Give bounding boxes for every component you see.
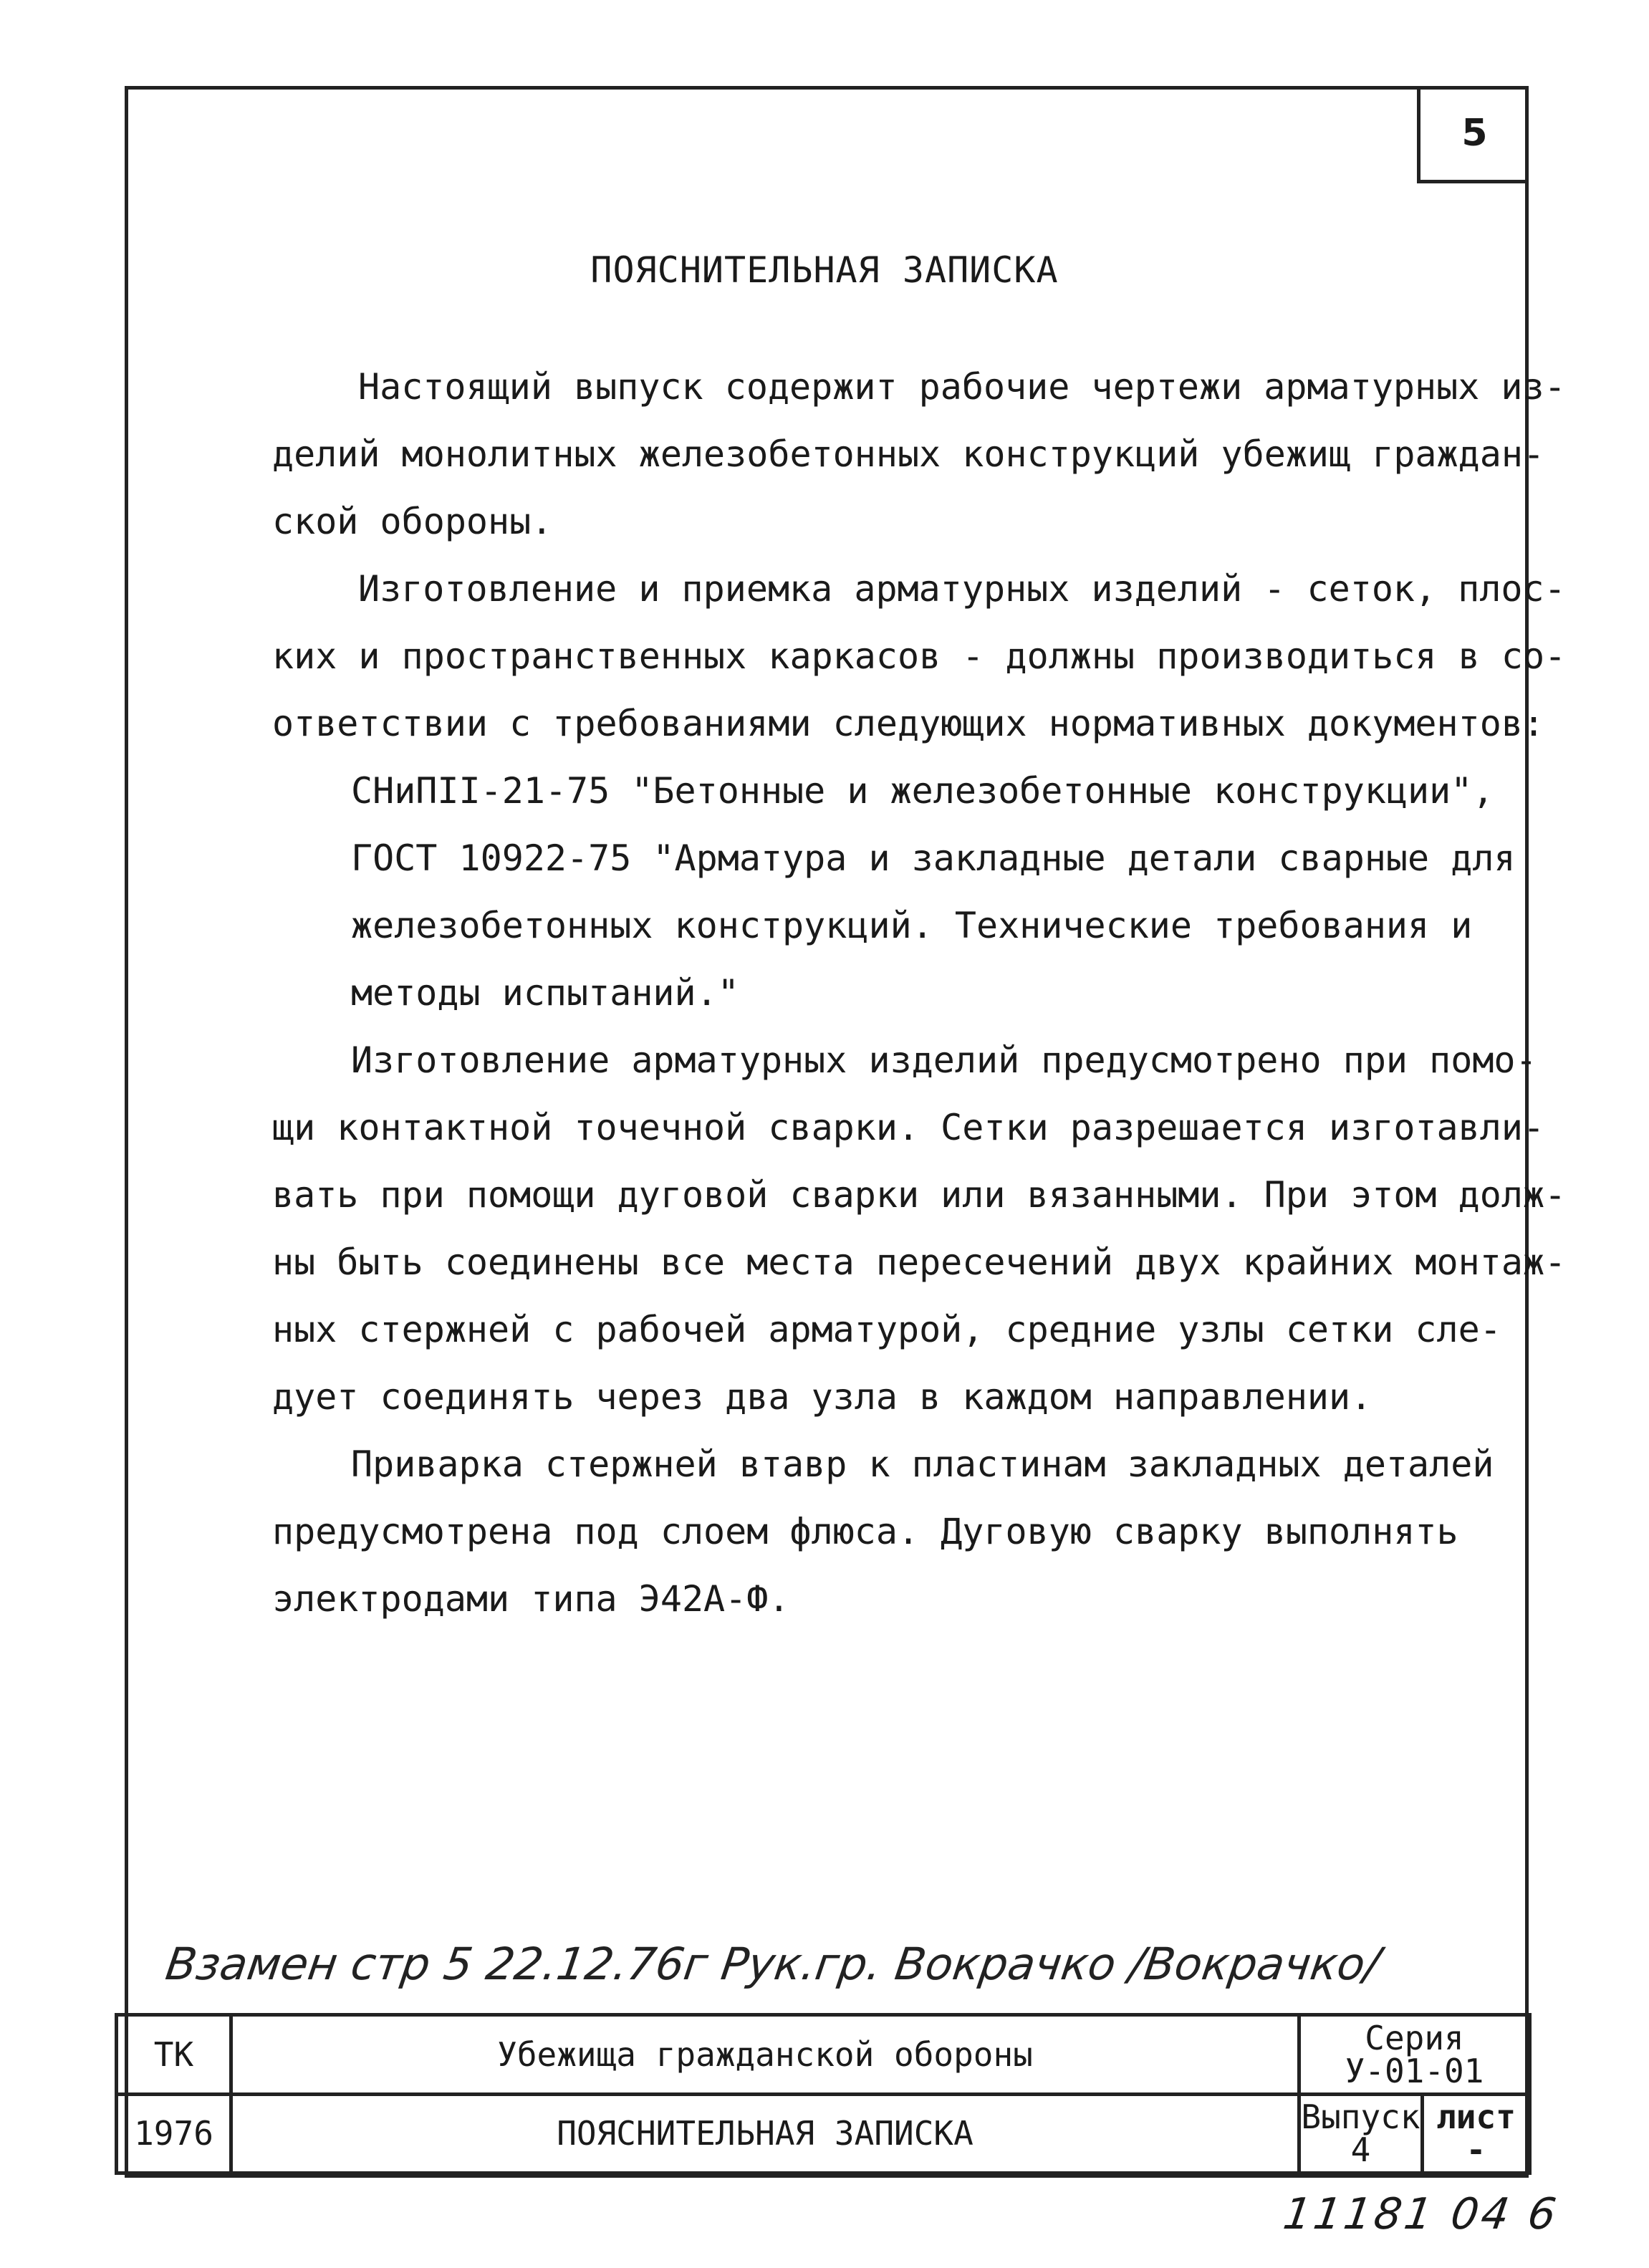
archive-number: 11181 04 6 [1280,2189,1562,2239]
text-line: электродами типа Э42А-Ф. [272,1578,790,1620]
text-line: Изготовление и приемка арматурных изделий - сеток, плос- [358,568,1566,610]
text-line: щи контактной точечной сварки. Сетки разрешается изготавли- [272,1107,1545,1148]
stamp-issue-cell [1299,2094,1423,2173]
stamp-series-value: У-01-01 [1345,2051,1484,2090]
stamp-issue-label: Выпуск [1301,2098,1420,2137]
stamp-year: 1976 [117,2094,231,2173]
text-line: методы испытаний." [351,972,739,1014]
text-line: делий монолитных железобетонных конструкций убежищ граждан- [272,433,1545,475]
text-line: ных стержней с рабочей арматурой, средние узлы сетки сле- [272,1309,1501,1350]
stamp-series-label: Серия [1365,2018,1464,2057]
text-line: ны быть соединены все места пересечений двух крайних монтаж- [272,1241,1567,1283]
stamp-issue-value: 4 [1350,2130,1371,2170]
text-line: Приварка стержней втавр к пластинам закладных деталей [351,1443,1494,1485]
stamp-org: ТК [117,2015,231,2095]
text-line: железобетонных конструкций. Технические требования и [351,905,1473,946]
stamp-sheet-cell [1423,2094,1530,2173]
text-line: СНиПII-21-75 "Бетонные и железобетонные конструкции", [351,770,1494,812]
text-line: дует соединять через два узла в каждом направлении. [272,1376,1372,1418]
stamp-series-cell [1299,2015,1530,2095]
text-line: ответствии с требованиями следующих нормативных документов: [272,703,1545,744]
title-block [115,2013,1532,2175]
text-line: предусмотрена под слоем флюса. Дуговую сварку выполнять [272,1511,1458,1552]
stamp-sheet-value: - [1466,2130,1486,2170]
handwritten-replacement-note: Взамен стр 5 22.12.76г Рук.гр. Вокрачко /Вокрачко/ [162,1938,1384,1990]
page-number-box [1417,86,1529,183]
stamp-sheet-label: лист [1436,2098,1516,2137]
document-title: ПОЯСНИТЕЛЬНАЯ ЗАПИСКА [590,249,1059,291]
text-line: Настоящий выпуск содержит рабочие чертежи арматурных из- [358,366,1566,408]
page-number: 5 [1461,111,1488,155]
stamp-doc-title: ПОЯСНИТЕЛЬНАЯ ЗАПИСКА [231,2094,1299,2173]
stamp-subject: Убежища гражданской обороны [231,2015,1299,2095]
text-line: вать при помощи дуговой сварки или вязанными. При этом долж- [272,1174,1567,1216]
text-line: ГОСТ 10922-75 "Арматура и закладные детали сварные для [351,837,1516,879]
text-line: ской обороны. [272,501,553,542]
text-line: Изготовление арматурных изделий предусмотрено при помо- [351,1039,1537,1081]
text-line: ких и пространственных каркасов - должны производиться в со- [272,635,1567,677]
